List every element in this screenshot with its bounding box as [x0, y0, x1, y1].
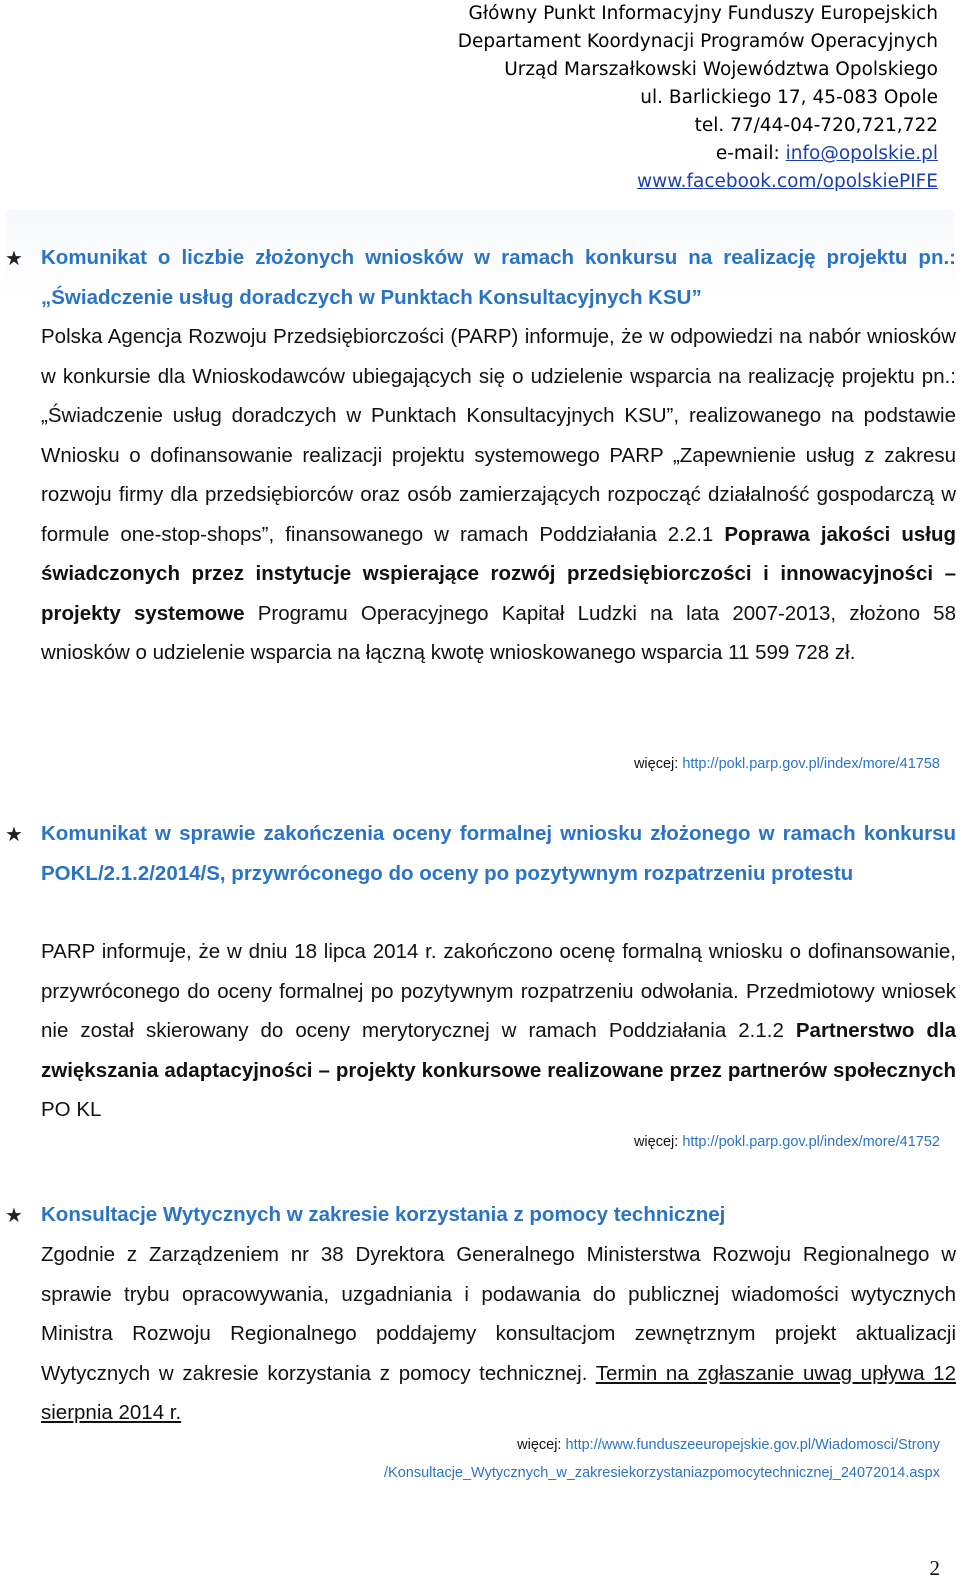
news-body-text: Polska Agencja Rozwoju Przedsiębiorczości (PARP) informuje, że w odpowiedzi na nabór wniosków w konkursie dla Wnioskodawców ubiegających się o udzielenie wsparcia na realizację projektu pn.: „Świadczenie usług doradczych w Punktach Konsultacyjnych KSU”, realizowanego na podstawie Wniosku o dofinansowanie realizacji projektu systemowego PARP „Zapewnienie usług z zakresu rozwoju firmy dla przedsiębiorców oraz osób zamierzających rozpocząć działalność gospodarczą w formule one-stop-shops”, finansowanego w ramach Poddziałania 2.2.1: [41, 325, 956, 546]
news-body: [41, 932, 956, 1130]
more-link-row: [634, 1128, 940, 1156]
facebook-link[interactable]: www.facebook.com/opolskiePIFE: [636, 171, 938, 192]
news-body-text: Zgodnie z Zarządzeniem nr 38 Dyrektora Generalnego Ministerstwa Rozwoju Regionalnego w sprawie trybu opracowywania, uzgadniania i podawania do publicznej wiadomości wytycznych Ministra Rozwoju Regionalnego poddajemy konsultacjom zewnętrznym projekt aktualizacji Wytycznych w zakresie korzystania z pomocy technicznej.: [41, 1243, 956, 1385]
header-address-line: ul. Barlickiego 17, 45-083 Opole: [640, 87, 938, 108]
news-body-text-end: Programu Operacyjnego Kapitał Ludzki na lata 2007-2013, złożono 58 wniosków o udzielenie wsparcia na łączną kwotę wnioskowanego wsparcia 11 599 728 zł.: [41, 601, 956, 664]
news-body: [41, 1235, 956, 1433]
more-link[interactable]: http://www.funduszeeuropejskie.gov.pl/Wiadomosci/Strony: [565, 1437, 940, 1453]
more-link[interactable]: http://pokl.parp.gov.pl/index/more/41758: [682, 756, 940, 772]
more-label: więcej:: [633, 756, 683, 772]
email-label: e-mail:: [715, 143, 786, 164]
news-body-text-end: PO KL: [41, 1098, 102, 1121]
page-number: 2: [929, 1556, 940, 1580]
deadline-text: Termin na zgłaszanie uwag upływa 12 sierpnia 2014 r.: [41, 1361, 956, 1424]
header-org-line: Główny Punkt Informacyjny Funduszy Europejskich: [468, 3, 938, 24]
news-body-bold: Poprawa jakości usług świadczonych przez instytucje wspierające rozwój przedsiębiorczości i innowacyjności – projekty systemowe: [41, 522, 957, 625]
more-link-row: [634, 750, 940, 778]
more-label: więcej:: [517, 1437, 566, 1453]
news-body-text: PARP informuje, że w dniu 18 lipca 2014 r. zakończono ocenę formalną wniosku o dofinansowanie, przywróconego do oceny formalnej po pozytywnym rozpatrzeniu odwołania. Przedmiotowy wniosek nie został skierowany do oceny merytorycznej w ramach Poddziałania 2.1.2: [41, 940, 956, 1042]
more-link-row-continued: [384, 1459, 940, 1487]
news-body: [41, 317, 956, 673]
news-title: Komunikat o liczbie złożonych wniosków w ramach konkursu na realizację projektu pn.: „Świadczenie usług doradczych w Punktach Konsultacyjnych KSU”: [41, 246, 956, 309]
star-bullet-icon: ★: [5, 822, 23, 846]
more-link[interactable]: http://pokl.parp.gov.pl/index/more/41752: [682, 1134, 940, 1150]
news-title: Konsultacje Wytycznych w zakresie korzystania z pomocy technicznej: [41, 1203, 726, 1226]
header-email-line: [338, 140, 938, 168]
email-link[interactable]: info@opolskie.pl: [785, 143, 938, 164]
news-title: Komunikat w sprawie zakończenia oceny formalnej wniosku złożonego w ramach konkursu POKL/2.1.2/2014/S, przywróconego do oceny po pozytywnym rozpatrzeniu protestu: [41, 822, 956, 885]
header-phone-line: tel. 77/44-04-720,721,722: [694, 115, 938, 136]
more-label: więcej:: [633, 1134, 683, 1150]
header-facebook-line: [338, 168, 938, 196]
star-bullet-icon: ★: [5, 1203, 23, 1227]
star-bullet-icon: ★: [5, 246, 23, 270]
contact-header: [338, 0, 938, 196]
header-office-line: Urząd Marszałkowski Województwa Opolskiego: [504, 59, 938, 80]
more-link-continued[interactable]: /Konsultacje_Wytycznych_w_zakresiekorzystaniazpomocytechnicznej_24072014.aspx: [384, 1465, 940, 1481]
news-body-bold: Partnerstwo dla zwiększania adaptacyjności – projekty konkursowe realizowane przez partnerów społecznych: [41, 1019, 956, 1082]
header-department-line: Departament Koordynacji Programów Operacyjnych: [457, 31, 938, 52]
more-link-row: [517, 1431, 940, 1459]
